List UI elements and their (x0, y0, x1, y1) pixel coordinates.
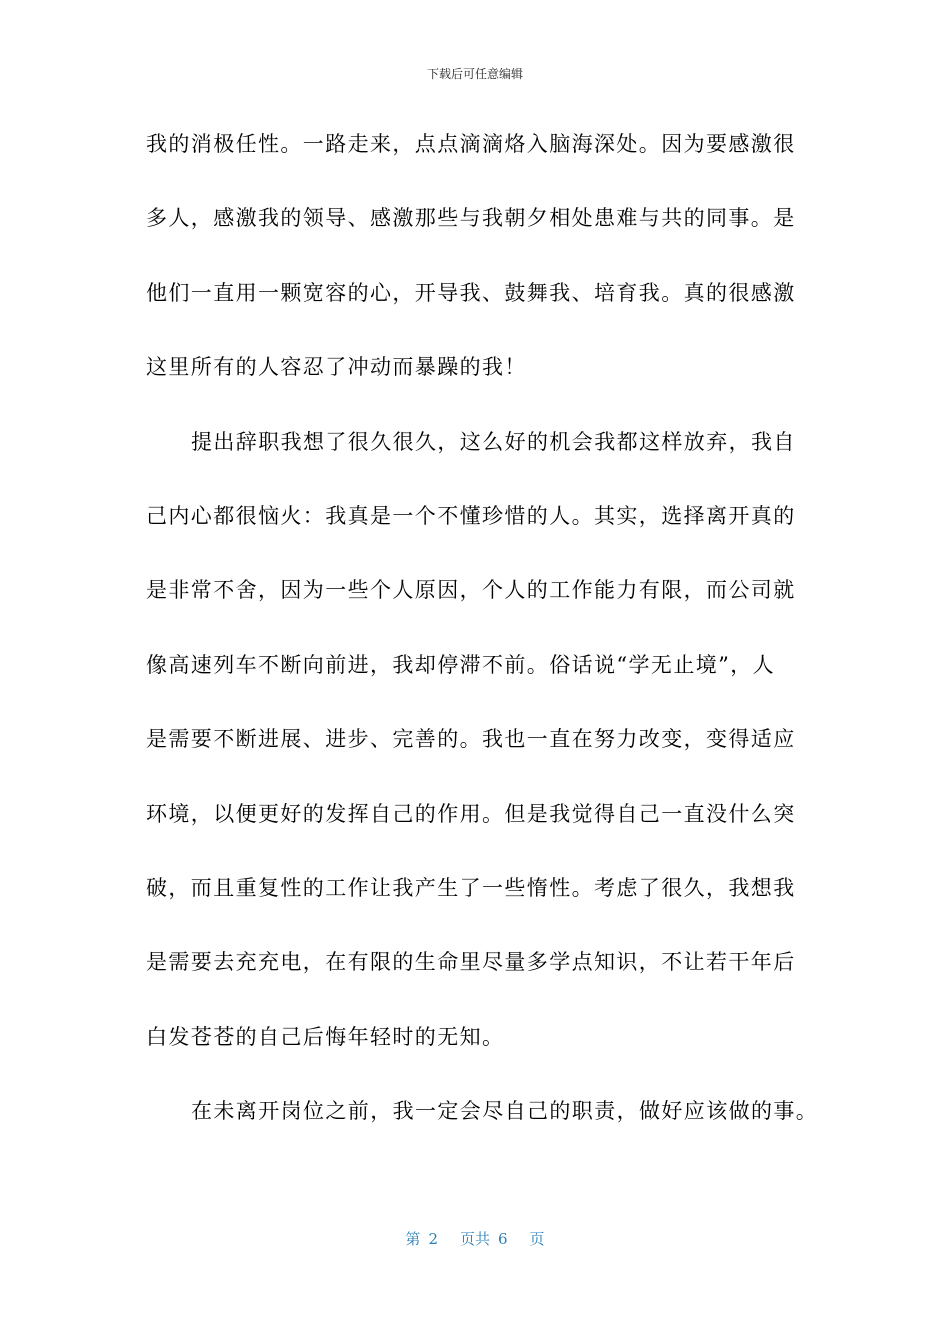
body-line: 他们一直用一颗宽容的心，开导我、鼓舞我、培育我。真的很感激 (146, 280, 796, 305)
body-line: 这里所有的人容忍了冲动而暴躁的我！ (146, 355, 527, 380)
footer-current-page: 2 (428, 1230, 438, 1248)
footer-suffix: 页 (529, 1230, 545, 1248)
page-header: 下载后可任意编辑 (426, 67, 523, 81)
body-line: 己内心都很恼火：我真是一个不懂珍惜的人。其实，选择离开真的 (146, 503, 796, 528)
footer-prefix: 第 (405, 1230, 421, 1248)
body-line: 破，而且重复性的工作让我产生了一些惰性。考虑了很久，我想我 (146, 875, 796, 900)
body-line: 白发苍苍的自己后悔年轻时的无知。 (146, 1024, 505, 1049)
body-line: 像高速列车不断向前进，我却停滞不前。俗话说“学无止境”，人 (146, 652, 776, 677)
document-body (146, 122, 819, 1163)
body-line: 是需要不断进展、进步、完善的。我也一直在努力改变，变得适应 (146, 727, 796, 752)
body-line: 多人，感激我的领导、感激那些与我朝夕相处患难与共的同事。是 (146, 206, 796, 231)
body-line: 是需要去充充电，在有限的生命里尽量多学点知识，不让若干年后 (146, 950, 796, 975)
paragraph-start-line: 提出辞职我想了很久很久，这么好的机会我都这样放弃，我自 (191, 429, 796, 454)
footer-middle: 页共 (459, 1230, 490, 1248)
footer-total-pages: 6 (498, 1230, 508, 1248)
body-line: 是非常不舍，因为一些个人原因，个人的工作能力有限，而公司就 (146, 578, 796, 603)
body-line: 我的消极任性。一路走来，点点滴滴烙入脑海深处。因为要感激很 (146, 132, 796, 156)
page-footer (0, 1228, 950, 1250)
body-line: 环境，以便更好的发挥自己的作用。但是我觉得自己一直没什么突 (146, 801, 796, 826)
paragraph-start-line: 在未离开岗位之前，我一定会尽自己的职责，做好应该做的事。 (191, 1099, 819, 1124)
